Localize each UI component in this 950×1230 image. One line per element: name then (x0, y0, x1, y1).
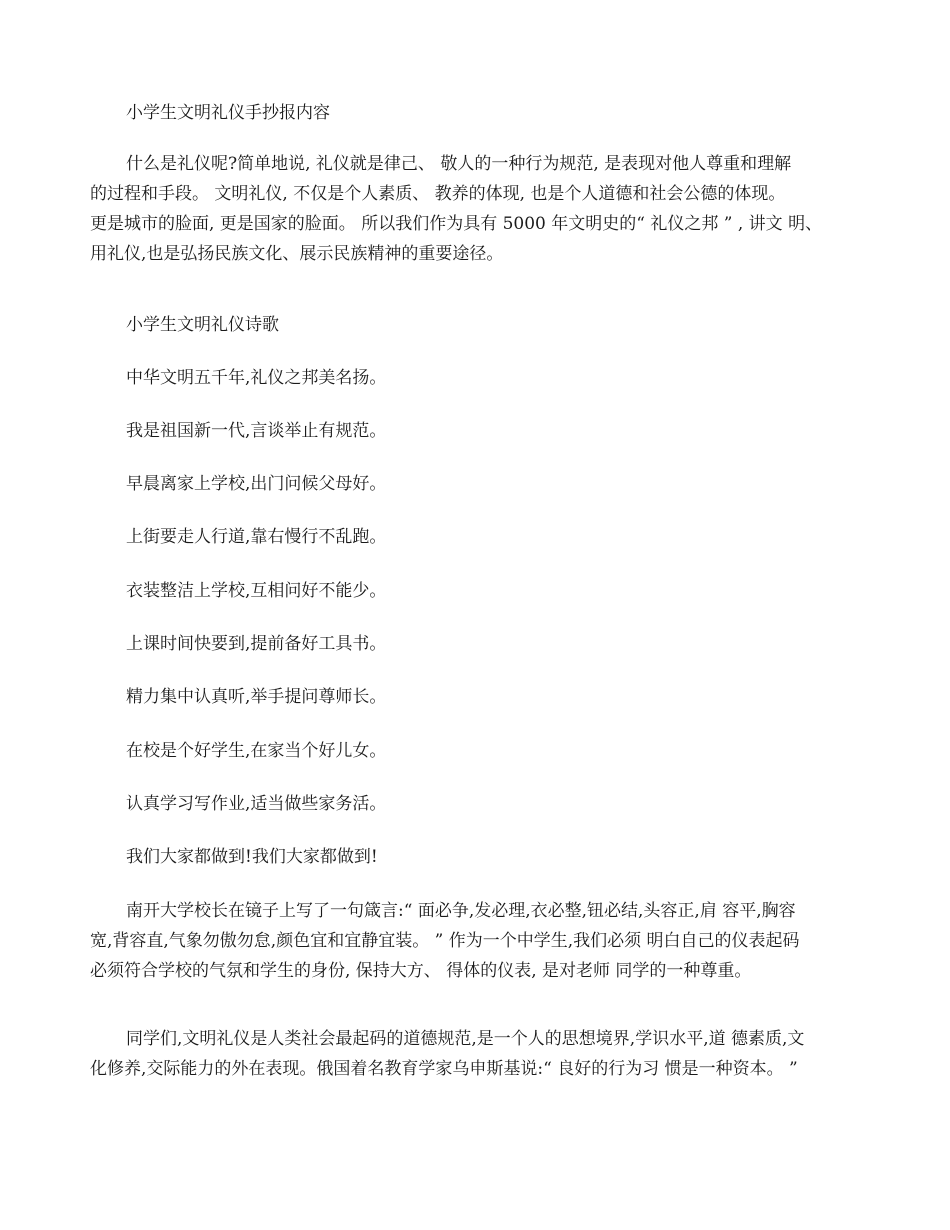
poem-line: 衣装整洁上学校,互相问好不能少。 (126, 581, 387, 601)
poem-line: 上街要走人行道,靠右慢行不乱跑。 (126, 527, 387, 547)
closing-line: 化修养,交际能力的外在表现。俄国着名教育学家乌申斯基说:“ 良好的行为习 惯是一种资本。 ” (90, 1059, 798, 1079)
heading-poem: 小学生文明礼仪诗歌 (126, 315, 279, 335)
poem-line: 中华文明五千年,礼仪之邦美名扬。 (126, 368, 387, 388)
poem-line: 精力集中认真听,举手提问尊师长。 (126, 687, 387, 707)
intro-line: 什么是礼仪呢?简单地说, 礼仪就是律己、 敬人的一种行为规范, 是表现对他人尊重和理解 (126, 154, 792, 174)
intro-line: 的过程和手段。 文明礼仪, 不仅是个人素质、 教养的体现, 也是个人道德和社会公德的体现。 (90, 184, 786, 204)
nankai-paragraph (90, 896, 860, 986)
intro-line: 用礼仪,也是弘扬民族文化、展示民族精神的重要途径。 (90, 244, 504, 264)
closing-line: 同学们,文明礼仪是人类社会最起码的道德规范,是一个人的思想境界,学识水平,道 德素质,文 (126, 1029, 805, 1049)
poem-line: 上课时间快要到,提前备好工具书。 (126, 634, 387, 654)
poem-line: 在校是个好学生,在家当个好儿女。 (126, 741, 387, 761)
closing-paragraph (90, 1024, 860, 1084)
nankai-line: 南开大学校长在镜子上写了一句箴言:“ 面必争,发必理,衣必整,钮必结,头容正,肩 容平,胸容 (126, 901, 796, 921)
nankai-line: 必须符合学校的气氛和学生的身份, 保持大方、 得体的仪表, 是对老师 同学的一种尊重。 (90, 961, 752, 981)
intro-line: 更是城市的脸面, 更是国家的脸面。 所以我们作为具有 5000 年文明史的“ 礼仪之邦 ” , 讲文 明、 (90, 214, 823, 234)
poem-line: 早晨离家上学校,出门问候父母好。 (126, 474, 387, 494)
poem-line: 我们大家都做到!我们大家都做到! (126, 847, 378, 867)
intro-paragraph (90, 149, 860, 269)
heading-handwritten-report: 小学生文明礼仪手抄报内容 (126, 103, 330, 123)
poem-line: 认真学习写作业,适当做些家务活。 (126, 794, 387, 814)
poem-line: 我是祖国新一代,言谈举止有规范。 (126, 421, 387, 441)
nankai-line: 宽,背容直,气象勿傲勿怠,颜色宜和宜静宜装。 ” 作为一个中学生,我们必须 明白自己的仪表起码 (90, 931, 800, 951)
